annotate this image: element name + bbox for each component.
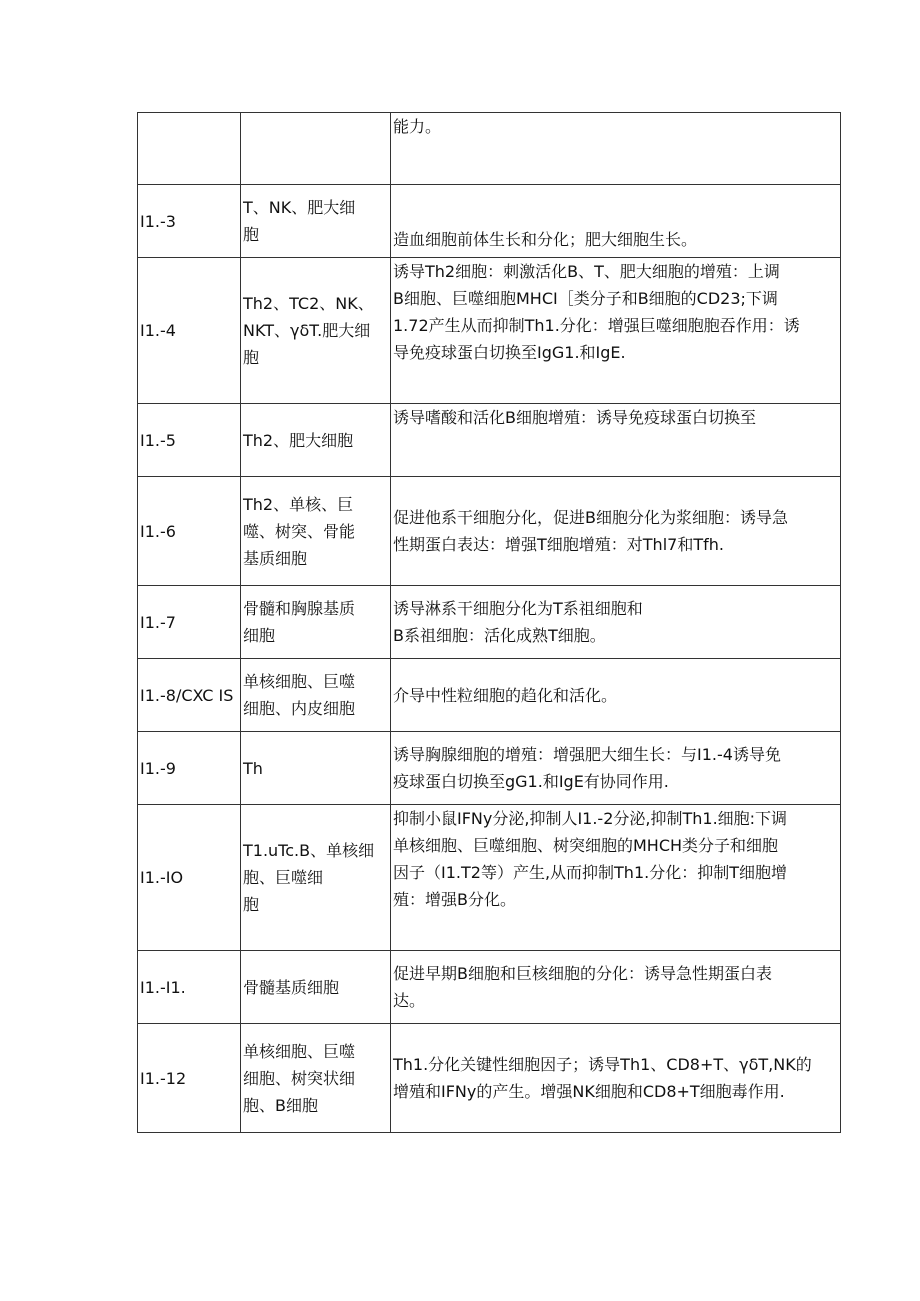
function-cell bbox=[391, 805, 841, 951]
function-line: B系祖细胞：活化成熟T细胞。 bbox=[393, 626, 606, 645]
function-cell bbox=[391, 586, 841, 659]
cytokine-name-cell: I1.-5 bbox=[138, 404, 241, 477]
function-cell bbox=[391, 404, 841, 477]
table-row bbox=[138, 113, 841, 185]
source-cell bbox=[241, 586, 391, 659]
table-row bbox=[138, 805, 841, 951]
cytokine-name-cell: I1.-I1. bbox=[138, 951, 241, 1024]
function-cell bbox=[391, 477, 841, 586]
function-cell bbox=[391, 732, 841, 805]
cytokine-name-cell: I1.-IO bbox=[138, 805, 241, 951]
source-line: 胞 bbox=[243, 225, 260, 244]
table-row bbox=[138, 404, 841, 477]
function-line: 殖：增强B分化。 bbox=[393, 890, 516, 909]
source-cell bbox=[241, 659, 391, 732]
function-cell bbox=[391, 185, 841, 258]
function-line: 性期蛋白表达：增强T细胞增殖：对Thl7和Tfh. bbox=[393, 535, 724, 554]
function-line: 因子（I1.T2等）产生,从而抑制Th1.分化：抑制T细胞增 bbox=[393, 863, 787, 882]
function-line: Th1.分化关键性细胞因子；诱导Th1、CD8+T、γδT,NK的 bbox=[393, 1055, 812, 1074]
source-line: Th2、TC2、NK、 bbox=[243, 294, 374, 313]
table-row bbox=[138, 586, 841, 659]
source-line: 细胞、树突状细 bbox=[243, 1068, 356, 1088]
source-cell bbox=[241, 258, 391, 404]
function-cell bbox=[391, 113, 841, 185]
table-row bbox=[138, 951, 841, 1024]
source-line: 胞、巨噬细 bbox=[243, 868, 324, 887]
table-row bbox=[138, 477, 841, 586]
table-row bbox=[138, 659, 841, 732]
table-row bbox=[138, 185, 841, 258]
function-cell bbox=[391, 951, 841, 1024]
function-cell bbox=[391, 1024, 841, 1133]
function-line: 疫球蛋白切换至gG1.和IgE有协同作用. bbox=[393, 772, 669, 791]
function-line: 诱导胸腺细胞的增殖：增强肥大细生长：与I1.-4诱导免 bbox=[393, 745, 781, 764]
function-line: 介导中性粒细胞的趋化和活化。 bbox=[393, 685, 618, 705]
source-cell bbox=[241, 404, 391, 477]
function-line: 诱导Th2细胞：刺激活化B、T、肥大细胞的增殖：上调 bbox=[393, 262, 780, 281]
source-cell bbox=[241, 1024, 391, 1133]
cytokine-name-cell: I1.-8∕CXC IS bbox=[138, 659, 241, 732]
source-line: 骨髓和胸腺基质 bbox=[243, 599, 356, 618]
source-line: T、NK、肥大细 bbox=[243, 198, 356, 217]
function-line: 促进早期B细胞和巨核细胞的分化：诱导急性期蛋白表 bbox=[393, 964, 772, 983]
source-line: 单核细胞、巨噬 bbox=[243, 672, 356, 691]
function-line: 诱导嗜酸和活化B细胞增殖：诱导免疫球蛋白切换至 bbox=[393, 408, 756, 427]
cytokine-table bbox=[137, 112, 841, 1133]
function-line: 导免疫球蛋白切换至IgG1.和IgE. bbox=[393, 343, 626, 362]
source-cell bbox=[241, 732, 391, 805]
source-cell bbox=[241, 805, 391, 951]
cytokine-name-cell: I1.-9 bbox=[138, 732, 241, 805]
table-row bbox=[138, 1024, 841, 1133]
source-line: NKT、γδT.肥大细 bbox=[243, 321, 371, 340]
source-line: 噬、树突、骨能 bbox=[243, 521, 356, 541]
source-line: T1.uTc.B、单核细 bbox=[243, 841, 375, 860]
source-cell bbox=[241, 113, 391, 185]
source-line: Th2、单核、巨 bbox=[243, 494, 354, 514]
source-cell bbox=[241, 951, 391, 1024]
source-line: 细胞 bbox=[243, 626, 276, 645]
source-line: 基质细胞 bbox=[243, 548, 308, 568]
source-cell bbox=[241, 477, 391, 586]
function-line: 达。 bbox=[393, 991, 426, 1010]
source-line: Th2、肥大细胞 bbox=[243, 430, 354, 450]
function-line: 单核细胞、巨噬细胞、树突细胞的MHCH类分子和细胞 bbox=[393, 836, 779, 855]
function-cell bbox=[391, 659, 841, 732]
function-line: 抑制小鼠IFNy分泌,抑制人I1.-2分泌,抑制Th1.细胞:下调 bbox=[393, 809, 788, 828]
source-line: 胞 bbox=[243, 895, 260, 914]
source-line: Th bbox=[243, 758, 263, 778]
source-line: 细胞、内皮细胞 bbox=[243, 699, 356, 718]
cytokine-name-cell bbox=[138, 113, 241, 185]
function-line: 诱导淋系干细胞分化为T系祖细胞和 bbox=[393, 599, 643, 618]
cytokine-name-cell: I1.-4 bbox=[138, 258, 241, 404]
source-line: 单核细胞、巨噬 bbox=[243, 1041, 356, 1061]
source-cell bbox=[241, 185, 391, 258]
function-line: 造血细胞前体生长和分化；肥大细胞生长。 bbox=[393, 230, 698, 249]
function-cell bbox=[391, 258, 841, 404]
function-line: B细胞、巨噬细胞MHCI［类分子和B细胞的CD23;下调 bbox=[393, 289, 778, 308]
source-line: 胞 bbox=[243, 348, 260, 367]
table-row bbox=[138, 732, 841, 805]
cytokine-name-cell: I1.-3 bbox=[138, 185, 241, 258]
function-line: 1.72产生从而抑制Th1.分化：增强巨噬细胞胞吞作用：诱 bbox=[393, 316, 800, 335]
table-row bbox=[138, 258, 841, 404]
function-line: 增殖和IFNy的产生。增强NK细胞和CD8+T细胞毒作用. bbox=[393, 1082, 785, 1101]
source-line: 骨髓基质细胞 bbox=[243, 977, 340, 997]
source-line: 胞、B细胞 bbox=[243, 1095, 318, 1115]
function-line: 能力。 bbox=[393, 117, 442, 136]
function-line: 促进他系干细胞分化，促进B细胞分化为浆细胞：诱导急 bbox=[393, 508, 788, 527]
cytokine-name-cell: I1.-12 bbox=[138, 1024, 241, 1133]
cytokine-name-cell: I1.-6 bbox=[138, 477, 241, 586]
cytokine-name-cell: I1.-7 bbox=[138, 586, 241, 659]
